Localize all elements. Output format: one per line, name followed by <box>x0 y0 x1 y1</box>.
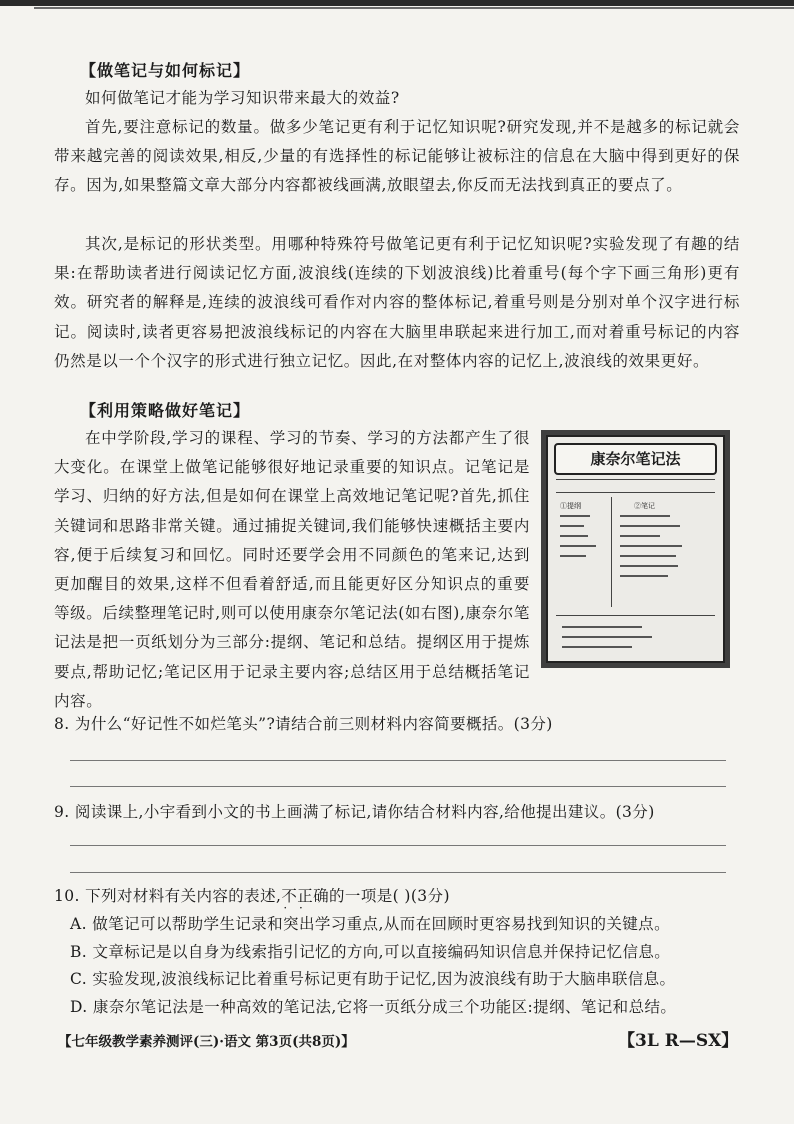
figure-text-line <box>620 535 660 537</box>
section1-paragraph2: 其次,是标记的形状类型。用哪种特殊符号做笔记更有利于记忆知识呢?实验发现了有趣的结果:在帮助读者进行阅读记忆方面,波浪线(连续的下划波浪线)比着重号(每个字下画三角形)更有效。研究者的解释是,连续的波浪线可看作对内容的整体标记,着重号则是分别对单个汉字进行标记。阅读时,读者更容易把波浪线标记的内容在大脑里串联起来进行加工,而对着重号标记的内容仍然是以一个个汉字的形式进行独立记忆。因此,在对整体内容的记忆上,波浪线的效果更好。 <box>54 235 740 370</box>
figure-title: 康奈尔笔记法 <box>554 443 717 475</box>
figure-text-line <box>562 626 642 628</box>
figure-text-line <box>562 646 632 648</box>
question-9: 9. 阅读课上,小宇看到小文的书上画满了标记,请你结合材料内容,给他提出建议。(3分) <box>54 803 655 821</box>
option-a[interactable]: A. 做笔记可以帮助学生记录和突出学习重点,从而在回顾时更容易找到知识的关键点。 <box>70 915 670 933</box>
question-10-suffix: 的一项是( )(3分) <box>329 887 450 905</box>
figure-notes-column <box>612 497 712 607</box>
figure-text-line <box>560 555 586 557</box>
figure-text-line <box>560 545 596 547</box>
option-d[interactable]: D. 康奈尔笔记法是一种高效的笔记法,它将一页纸分成三个功能区:提纲、笔记和总结。 <box>70 998 677 1016</box>
footer-code: 【3L R—SX】 <box>618 1031 739 1051</box>
section1-question: 如何做笔记才能为学习知识带来最大的效益? <box>85 89 400 107</box>
figure-outline-label: ①提纲 <box>560 502 581 510</box>
figure-text-line <box>560 525 584 527</box>
option-c[interactable]: C. 实验发现,波浪线标记比着重号标记更有助于记忆,因为波浪线有助于大脑串联信息。 <box>70 970 676 988</box>
footer-page-info: 【七年级教学素养测评(三)·语文 第3页(共8页)】 <box>58 1034 355 1050</box>
figure-info-bar <box>556 479 715 493</box>
page-top-border <box>0 0 794 6</box>
figure-text-line <box>620 525 680 527</box>
question-10-prefix: 10. 下列对材料有关内容的表述, <box>54 887 282 905</box>
question-10-emphasis: 不正确 · · <box>281 887 329 905</box>
section2-paragraph: 在中学阶段,学习的课程、学习的节奏、学习的方法都产生了很大变化。在课堂上做笔记能够很好地记录重要的知识点。记笔记是学习、归纳的好方法,但是如何在课堂上高效地记笔记呢?首先,抓住关键词和思路非常关键。通过捕捉关键词,我们能够快速概括主要内容,便于后续复习和回忆。同时还要学会用不同颜色的笔来记,达到更加醒目的效果,这样不但看着舒适,而且能更好区分知识点的重要等级。后续整理笔记时,则可以使用康奈尔笔记法(如右图),康奈尔笔记法是把一页纸划分为三部分:提纲、笔记和总结。提纲区用于提炼要点,帮助记忆;笔记区用于记录主要内容;总结区用于总结概括笔记内容。 <box>54 429 530 710</box>
cornell-notes-figure <box>541 430 730 668</box>
section1-paragraph1: 首先,要注意标记的数量。做多少笔记更有利于记忆知识呢?研究发现,并不是越多的标记就会带来越完善的阅读效果,相反,少量的有选择性的标记能够让被标注的信息在大脑中得到更好的保存。因为,如果整篇文章大部分内容都被线画满,放眼望去,你反而无法找到真正的要点了。 <box>54 118 740 195</box>
figure-text-line <box>560 515 590 517</box>
question-10 <box>54 884 450 906</box>
figure-text-line <box>620 515 670 517</box>
answer-line[interactable] <box>70 845 726 846</box>
section2-heading: 【利用策略做好笔记】 <box>80 401 251 420</box>
figure-text-line <box>620 555 676 557</box>
figure-text-line <box>562 636 652 638</box>
section1-heading: 【做笔记与如何标记】 <box>80 61 251 80</box>
answer-line[interactable] <box>70 872 726 873</box>
figure-notes-label: ②笔记 <box>634 502 655 510</box>
figure-text-line <box>560 535 588 537</box>
option-b[interactable]: B. 文章标记是以自身为线索指引记忆的方向,可以直接编码知识信息并保持记忆信息。 <box>70 943 671 961</box>
question-8: 8. 为什么“好记性不如烂笔头”?请结合前三则材料内容简要概括。(3分) <box>54 715 553 733</box>
figure-text-line <box>620 545 682 547</box>
figure-summary-area <box>556 615 715 664</box>
figure-text-line <box>620 565 678 567</box>
figure-outline-column <box>556 497 612 607</box>
page-top-rule <box>34 7 794 9</box>
figure-text-line <box>620 575 668 577</box>
answer-line[interactable] <box>70 786 726 787</box>
answer-line[interactable] <box>70 760 726 761</box>
